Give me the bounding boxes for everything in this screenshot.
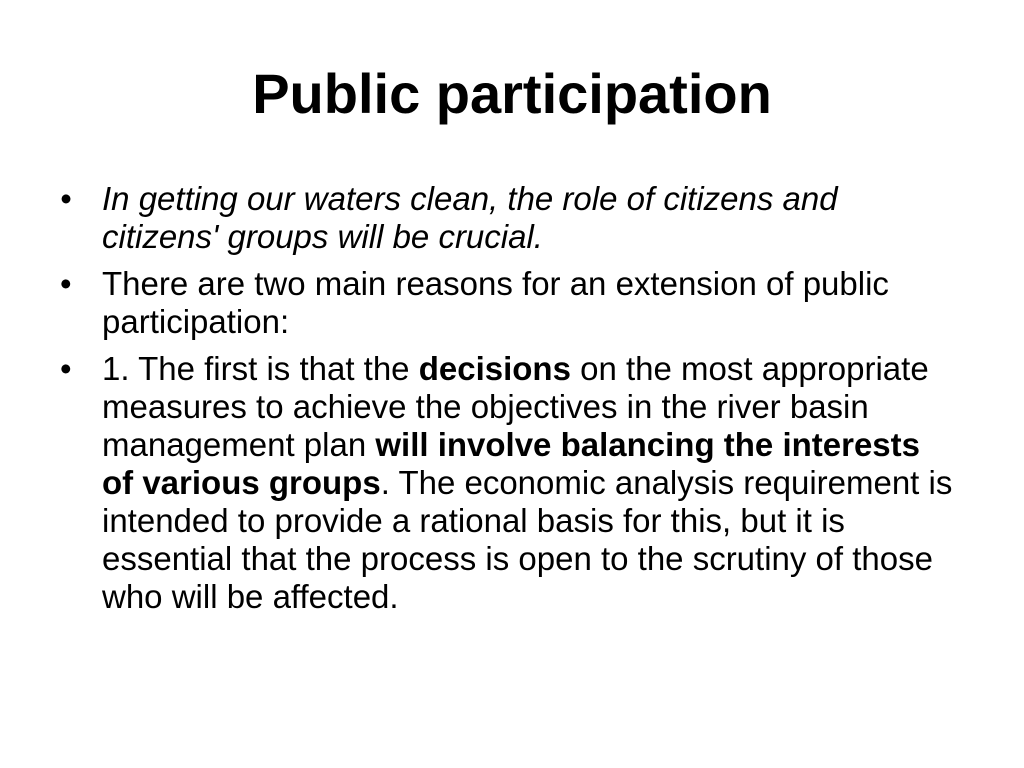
slide-title: Public participation: [252, 62, 772, 125]
bullet-bold-segment: decisions: [418, 350, 571, 387]
bullet-text-segment: 1. The first is that the: [102, 350, 419, 387]
bullet-item: [60, 350, 960, 616]
bullet-text-segment: on the most appropriate measures to achieve the objectives in the river basin management plan: [102, 350, 929, 463]
bullet-item: [60, 180, 960, 256]
bullet-item: [60, 265, 960, 341]
bullet-text: There are two main reasons for an extension of public participation:: [102, 265, 889, 340]
bullet-bold-segment: will involve balancing the interests of various groups: [102, 426, 921, 501]
bullet-icon: •: [60, 265, 72, 302]
bullet-text-segment: . The economic analysis requirement is intended to provide a rational basis for this, but it is essential that the process is open to the scrutiny of those who will be affected.: [102, 464, 953, 615]
bullet-icon: •: [60, 350, 72, 387]
bullet-list: [60, 180, 960, 625]
bullet-icon: •: [60, 180, 72, 217]
bullet-text: In getting our waters clean, the role of citizens and citizens' groups will be crucial.: [102, 180, 838, 255]
